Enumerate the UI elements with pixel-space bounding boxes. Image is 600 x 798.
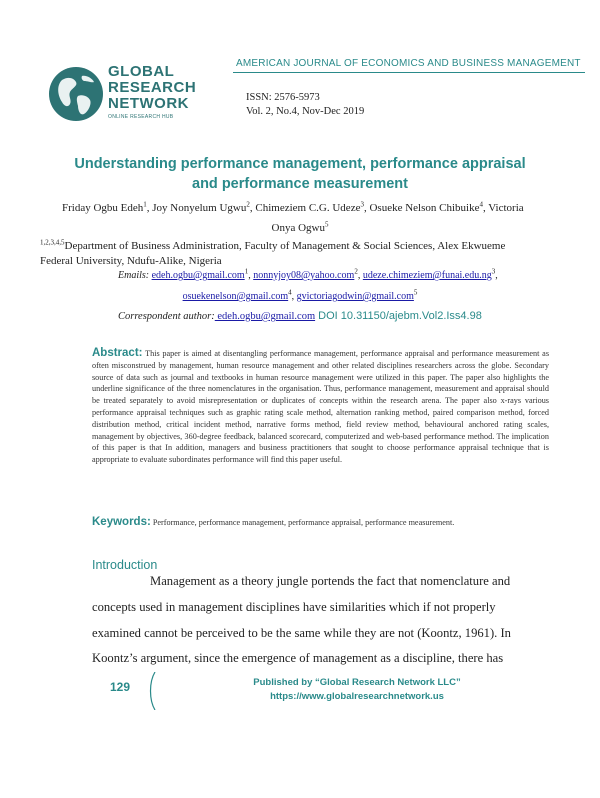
correspondent-email-link[interactable]: edeh.ogbu@gmail.com [214, 311, 316, 322]
logo-line-3: NETWORK [108, 95, 189, 112]
abstract [92, 348, 549, 466]
paper-title [40, 154, 560, 194]
footer-separator [145, 672, 159, 710]
authors-line-1: Friday Ogbu Edeh$^1$, Joy Nonyelum Ugwu$^2$, Chimeziem C.G. Udeze$^3$, Osueke Nelson Chibuike$^4$, Victoria [62, 200, 524, 214]
email-3-sup: 3 [491, 267, 496, 276]
email-link-1[interactable]: edeh.ogbu@gmail.com [151, 270, 245, 281]
author-3-sup: 3 [360, 200, 364, 209]
emails-label: Emails: [118, 270, 150, 281]
email-link-2[interactable]: nonnyjoy08@yahoo.com [253, 270, 355, 281]
author-5-first: Victoria [488, 202, 524, 214]
affiliation-line-2: Federal University, Ndufu-Alike, Nigeria [40, 255, 222, 267]
globe-icon [48, 66, 104, 122]
logo-line-2: RESEARCH [108, 79, 197, 96]
issn: ISSN: 2576-5973 [246, 92, 320, 103]
correspondent-line [118, 310, 482, 322]
author-1-sup: 1 [143, 200, 147, 209]
logo-wordmark [108, 64, 228, 120]
header-divider [233, 72, 585, 73]
keywords [92, 516, 552, 528]
abstract-label: Abstract: [92, 347, 143, 359]
author-1: Friday Ogbu Edeh [62, 202, 144, 214]
author-5-sup: 5 [324, 220, 329, 229]
email-link-3[interactable]: udeze.chimeziem@funai.edu.ng [362, 270, 492, 281]
publisher-url[interactable]: https://www.globalresearchnetwork.us [270, 691, 444, 702]
correspondent-label: Correspondent author: [118, 311, 215, 322]
intro-line-4: Koontz’s argument, since the emergence of management as a discipline, there has [92, 651, 504, 665]
email-1-sup: 1 [244, 267, 249, 276]
affiliation-sup: 1,2,3,4,5 [40, 238, 65, 247]
logo-line-1: GLOBAL [108, 63, 175, 80]
email-link-4[interactable]: osuekenelson@gmail.com [182, 291, 289, 302]
email-2-sup: 2 [354, 267, 358, 276]
abstract-text: This paper is aimed at disentangling performance management, performance appraisal and performance measurement as often misconstrued by management, human resource management and other related disciplines researchers across the globe. Secondary source of data such as journal and textbooks in human resource management were utilized in this paper. The paper also highlights the underline significance of the three nomenclatures in the organisation. Thus, performance management, measurement and appraisal should be treated separately to avoid misrepresentation or duplicates of concepts within the research arena. The paper also x-rays various performance appraisal techniques such as graphic rating scale method, alternation ranking method, paired comparison method, forced distribution method, critical incident method, narrative forms method, field review method, behavioural anchored rating scales, management by objectives, 360-degree feedback, balanced scorecard, computerized and web-based performance method. The implication of this paper is that In addition, managers and business practitioners that sought to choose performance appraisal technique that is appropriate to evaluate subordinates performance will find this paper useful. [92, 349, 550, 465]
intro-line-2: concepts used in management disciplines have similarities which if not properly [92, 600, 496, 614]
email-4-sup: 4 [288, 288, 292, 297]
introduction-heading: Introduction [92, 558, 158, 572]
intro-line-1: Management as a theory jungle portends the fact that nomenclature and [150, 574, 511, 588]
publisher-text: Published by “Global Research Network LLC” [253, 677, 461, 688]
publisher-logo [48, 62, 208, 132]
keywords-label: Keywords: [92, 516, 151, 528]
author-4-sup: 4 [479, 200, 483, 209]
author-2: Joy Nonyelum Ugwu [152, 202, 247, 214]
intro-line-3: examined cannot be perceived to be the same while they are not (Koontz, 1961). In [92, 626, 511, 640]
authors-line-2 [0, 222, 600, 234]
author-3: Chimeziem C.G. Udeze [255, 202, 361, 214]
affiliation-text-1: Department of Business Administration, Faculty of Management & Social Sciences, Alex Ekwueme [64, 240, 506, 252]
footer-publisher [232, 676, 482, 704]
author-5-last: Onya Ogwu [271, 222, 325, 234]
title-line-1: Understanding performance management, performance appraisal [74, 156, 526, 172]
emails-line-1: Emails: edeh.ogbu@gmail.com$^1$, nonnyjoy08@yahoo.com$^2$, $udeze.chimeziem@funai.edu.ng^3$, [118, 267, 498, 281]
emails-line-2: osuekenelson@gmail.com$^4$, gvictoriagodwin@gmail.com$^5$ [182, 288, 418, 302]
volume-info: Vol. 2, No.4, Nov-Dec 2019 [246, 106, 365, 117]
title-line-2: and performance measurement [192, 176, 408, 192]
author-2-sup: 2 [246, 200, 250, 209]
keywords-text: Performance, performance management, performance appraisal, performance measurement. [150, 518, 455, 527]
email-link-5[interactable]: gvictoriagodwin@gmail.com [296, 291, 414, 302]
email-5-sup: 5 [413, 288, 418, 297]
doi-link[interactable]: DOI 10.31150/ajebm.Vol2.Iss4.98 [315, 310, 482, 322]
page-number: 129 [110, 680, 131, 694]
author-4: Osueke Nelson Chibuike [369, 202, 480, 214]
journal-name: AMERICAN JOURNAL OF ECONOMICS AND BUSINESS MANAGEMENT [236, 58, 581, 69]
logo-tagline: ONLINE RESEARCH HUB [108, 114, 174, 120]
affiliation-line-1 [40, 240, 505, 252]
